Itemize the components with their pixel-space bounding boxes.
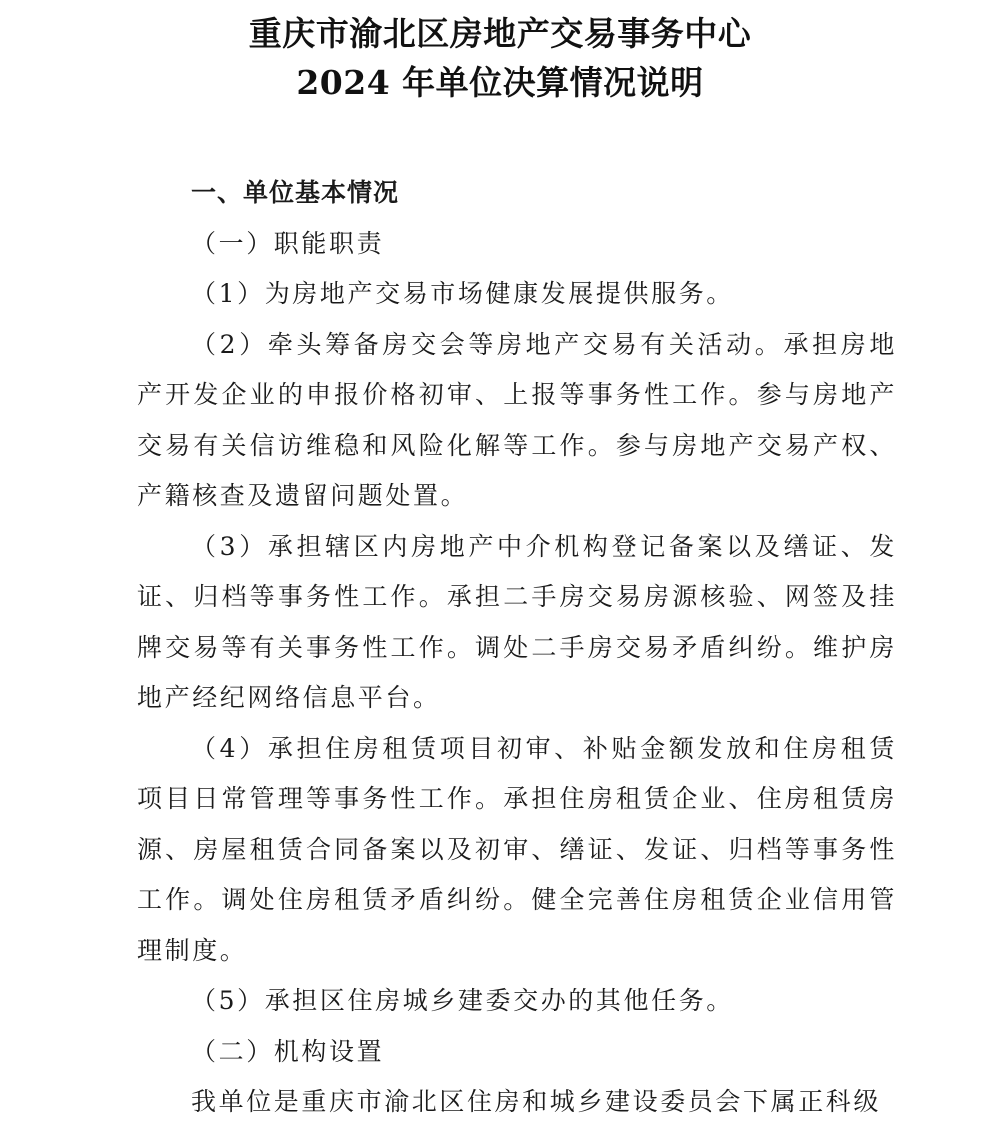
section-heading-basic-info: 一、单位基本情况	[191, 178, 400, 207]
duty-paragraph-2: （2）牵头筹备房交会等房地产交易有关活动。承担房地产开发企业的申报价格初审、上报等事务性工作。参与房地产交易有关信访维稳和风险化解等工作。参与房地产交易产权、产籍核查及遗留问题处置。	[137, 329, 897, 510]
document-title-line-1: 重庆市渝北区房地产交易事务中心	[248, 14, 752, 53]
subsection-heading-duties: （一）职能职责	[191, 228, 385, 258]
document-body	[137, 168, 897, 1128]
organization-paragraph: 我单位是重庆市渝北区住房和城乡建设委员会下属正科级	[191, 1087, 882, 1116]
subsection-heading-organization: （二）机构设置	[191, 1036, 385, 1066]
duty-paragraph-5: （5）承担区住房城乡建委交办的其他任务。	[191, 986, 734, 1015]
duty-paragraph-3: （3）承担辖区内房地产中介机构登记备案以及缮证、发证、归档等事务性工作。承担二手房交易房源核验、网签及挂牌交易等有关事务性工作。调处二手房交易矛盾纠纷。维护房地产经纪网络信息平台。	[137, 531, 897, 712]
duty-paragraph-4: （4）承担住房租赁项目初审、补贴金额发放和住房租赁项目日常管理等事务性工作。承担住房租赁企业、住房租赁房源、房屋租赁合同备案以及初审、缮证、发证、归档等事务性工作。调处住房租赁矛盾纠纷。健全完善住房租赁企业信用管理制度。	[137, 733, 897, 965]
document-title-line-2: 2024 年单位决算情况说明	[296, 63, 704, 102]
duty-paragraph-1: （1）为房地产交易市场健康发展提供服务。	[191, 279, 734, 308]
